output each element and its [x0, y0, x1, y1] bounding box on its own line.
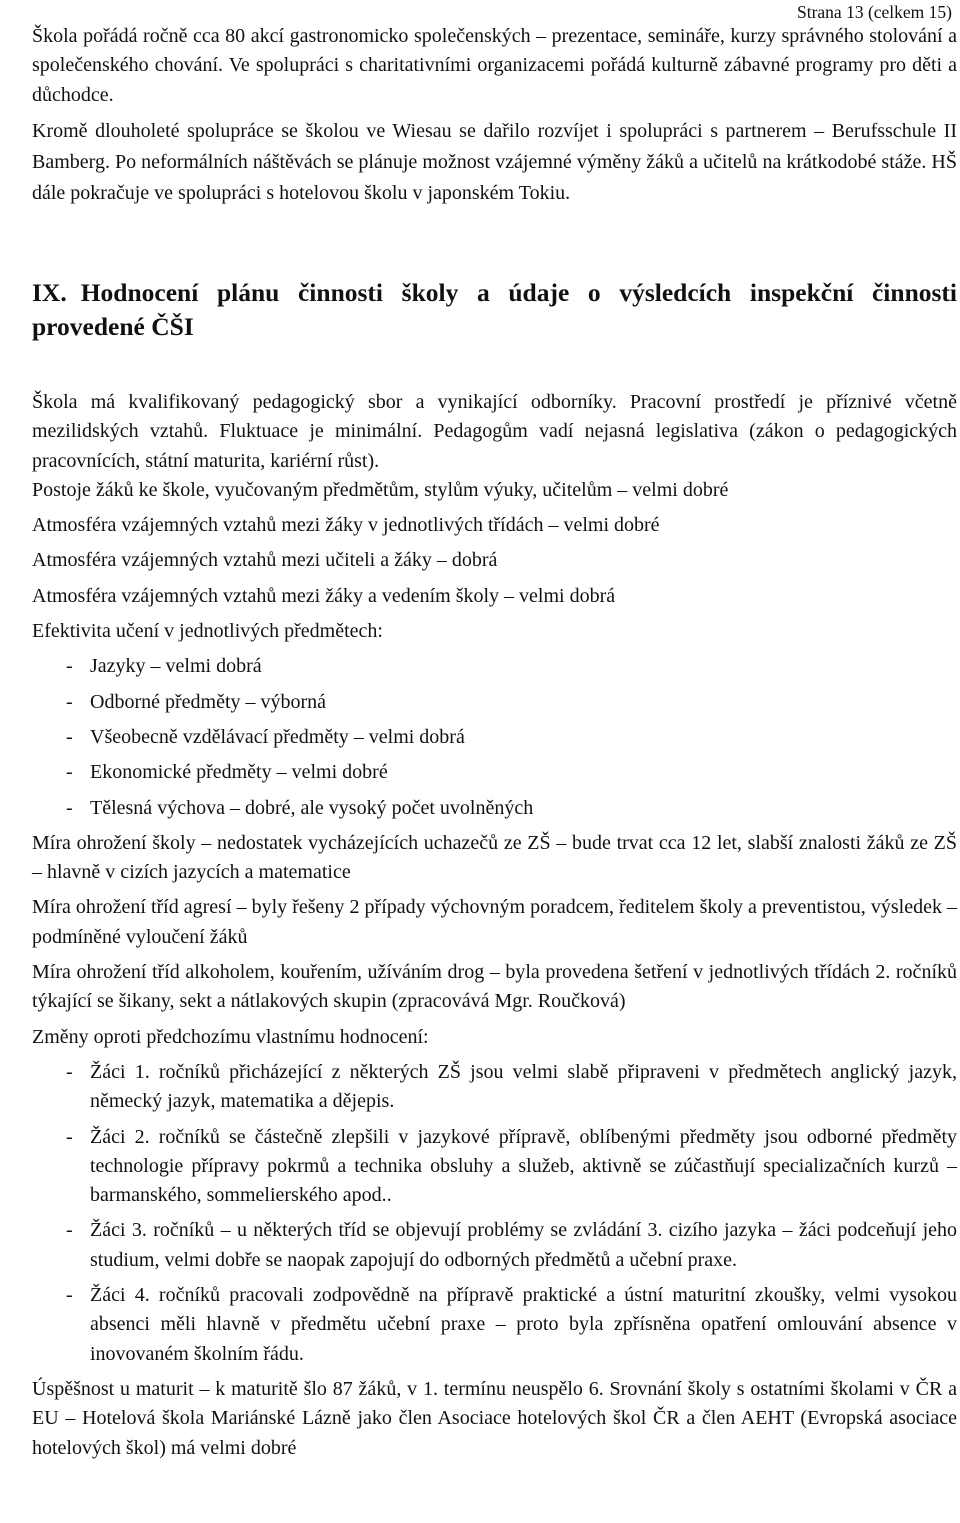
paragraph-events: Škola pořádá ročně cca 80 akcí gastronomicko společenských – prezentace, semináře, kurzy správného stolování a společenského chování. Ve spolupráci s charitativními organizacemi pořádá kulturně zábavné programy pro děti a důchodce. — [32, 25, 957, 106]
page-number: Strana 13 (celkem 15) — [796, 2, 952, 22]
statement-management-atmosphere: Atmosféra vzájemných vztahů mezi žáky a vedením školy – velmi dobrá — [32, 584, 616, 607]
section-number: IX. — [32, 278, 67, 307]
risk-paragraph-substances: Míra ohrožení tříd alkoholem, kouřením, užíváním drog – byla provedena šetření v jednotlivých třídách 2. ročníků týkající se šikany, sekt a nátlakových skupin (zpracovává Mgr. Roučková) — [32, 961, 957, 1013]
statement-teacher-atmosphere: Atmosféra vzájemných vztahů mezi učiteli a žáky – dobrá — [32, 549, 498, 572]
list-item: - Ekonomické předměty – velmi dobré — [66, 761, 388, 784]
section-body — [32, 388, 957, 1463]
subject-list — [32, 652, 957, 822]
statement-class-atmosphere: Atmosféra vzájemných vztahů mezi žáky v jednotlivých třídách – velmi dobré — [32, 514, 660, 537]
list-item: - Tělesná výchova – dobré, ale vysoký počet uvolněných — [66, 796, 534, 819]
list-item: - Všeobecně vzdělávací předměty – velmi dobrá — [66, 725, 465, 748]
list-item: - Žáci 3. ročníků – u některých tříd se objevují problémy se zvládání 3. cizího jazyka – žáci podceňují jeho studium, velmi dobře se naopak zapojují do odborných předmětů a učební praxe. — [66, 1219, 957, 1271]
list-item: - Odborné předměty – výborná — [66, 690, 327, 713]
risk-paragraph-aggression: Míra ohrožení tříd agresí – byly řešeny 2 případy výchovným poradcem, ředitelem školy a preventistou, výsledek – podmíněné vyloučení žáků — [32, 896, 957, 948]
list-item: - Jazyky – velmi dobrá — [66, 655, 262, 678]
statement-learning-efficiency: Efektivita učení v jednotlivých předmětech: — [32, 620, 383, 643]
risk-paragraph-school: Míra ohrožení školy – nedostatek vycházejících uchazečů ze ZŠ – bude trvat cca 12 let, slabší znalosti žáků ze ZŠ – hlavně v cizích jazycích a matematice — [32, 831, 957, 884]
list-item: - Žáci 1. ročníků přicházející z některých ZŠ jsou velmi slabě připraveni v předmětech anglický jazyk, německý jazyk, matematika a dějepis. — [66, 1060, 957, 1113]
section-heading — [32, 276, 957, 344]
intro-paragraph: Škola má kvalifikovaný pedagogický sbor a vynikající odborníky. Pracovní prostředí je příznivé včetně mezilidských vztahů. Fluktuace je minimální. Pedagogům vadí nejasná legislativa (zákon o pedagogických pracovnících, státní maturita, kariérní růst). — [32, 391, 957, 472]
changes-list — [32, 1058, 957, 1369]
final-paragraph: Úspěšnost u maturit – k maturitě šlo 87 žáků, v 1. termínu neuspělo 6. Srovnání školy s ostatními školami v ČR a EU – Hotelová škola Mariánské Lázně jako člen Asociace hotelových škol ČR a člen AEHT (Evropská asociace hotelových škol) má velmi dobré — [32, 1377, 957, 1459]
list-item: - Žáci 2. ročníků se částečně zlepšili v jazykové přípravě, oblíbenými předměty jsou odborné předměty technologie přípravy pokrmů a technika obsluhy a služeb, aktivně se zúčastňují specializačních kurzů – barmanského, sommelierského apod.. — [66, 1125, 957, 1207]
changes-title: Změny oproti předchozímu vlastnímu hodnocení: — [32, 1025, 429, 1048]
statement-attitudes: Postoje žáků ke škole, vyučovaným předmětům, stylům výuky, učitelům – velmi dobré — [32, 478, 729, 501]
paragraph-cooperation: Kromě dlouholeté spolupráce se školou ve Wiesau se dařilo rozvíjet i spolupráci s partnerem – Berufsschule II Bamberg. Po neformálních náštěvách se plánuje možnost vzájemné výměny žáků a učitelů na krátkodobé stáže. HŠ dále pokračuje ve spolupráci s hotelovou školu v japonském Tokiu. — [32, 120, 957, 204]
section-title: Hodnocení plánu činnosti školy a údaje o výsledcích inspekční činnosti provedené ČŠI — [32, 278, 957, 341]
list-item: - Žáci 4. ročníků pracovali zodpovědně na přípravě praktické a ústní maturitní zkoušky, velmi vysokou absenci měli hlavně v předmětu učební praxe – proto byla zpřísněna opatření omlouvání absence v inovovaném školním řádu. — [66, 1284, 957, 1365]
